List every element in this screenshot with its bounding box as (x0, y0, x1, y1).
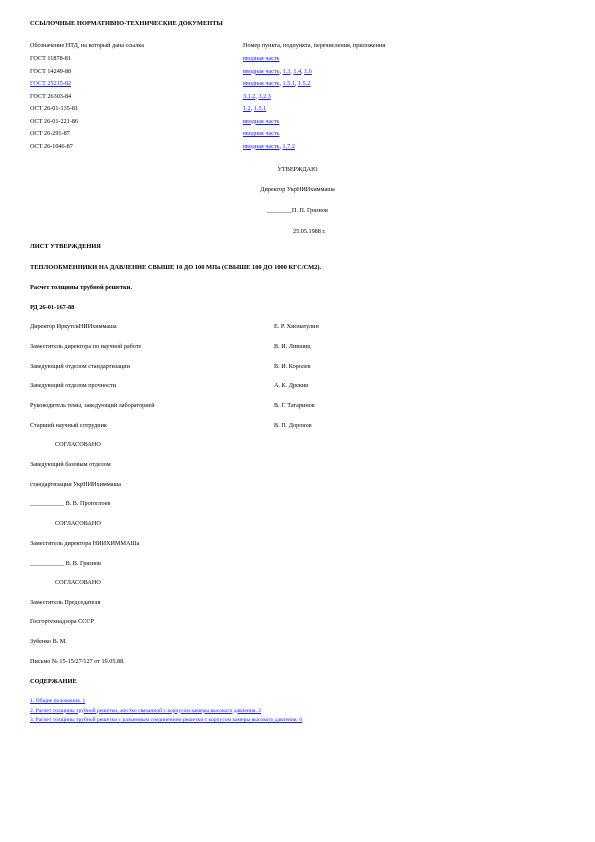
refs-part-link[interactable]: 1.5.1 (253, 105, 267, 112)
toc-link[interactable]: 1. Общие положения. 1 (30, 698, 86, 704)
refs-row (30, 55, 570, 65)
refs-parts (243, 105, 266, 113)
signature-row (30, 343, 550, 353)
agreed1-line2: стандартизации УкрНИИхиммаша (30, 481, 121, 488)
signature-name: В. П. Доронов (274, 422, 312, 429)
refs-part-link[interactable]: вводная часть (243, 117, 280, 125)
refs-part-link[interactable]: вводная часть (243, 142, 280, 150)
agreed1-line1: Заведующий базовым отделом (30, 461, 111, 468)
refs-row (30, 93, 570, 103)
refs-part-link[interactable]: вводная часть (243, 55, 280, 62)
refs-part-link[interactable]: 1.3 (282, 67, 291, 75)
refs-part-link[interactable]: 1.5.1 (282, 80, 295, 87)
refs-row (30, 80, 570, 90)
refs-parts (243, 80, 310, 88)
refs-part-link[interactable]: 3.1.2 (243, 92, 256, 100)
refs-doc: ОСТ 26-01-221-86 (30, 117, 79, 125)
refs-part-separator: , (294, 80, 299, 87)
agreed3-label: СОГЛАСОВАНО (55, 579, 101, 586)
signature-role: Заведующий отделом стандартизации (30, 362, 130, 370)
toc-link[interactable]: 2. Расчет толщины трубной решетки, жестко связанной с корпусом камеры высокого давления. 2 (30, 707, 261, 714)
signature-name: А. К. Дрекин (274, 382, 309, 390)
refs-part-link[interactable]: 1.7.2 (282, 142, 295, 150)
refs-part-separator: , (301, 67, 305, 75)
toc-link[interactable]: 3. Расчет толщины трубной решетки с разъемным соединением решетки с корпусом камеры высокого давления. 6 (30, 717, 303, 723)
refs-col2-header: Номер пункта, подпункта, перечисления, приложения (243, 42, 386, 49)
refs-part-link[interactable]: 1.4 (293, 67, 302, 75)
refs-part-separator: , (250, 105, 254, 112)
signature-role: Заместитель директора по научной работе (30, 342, 142, 350)
refs-parts (243, 55, 279, 63)
refs-header-row (30, 42, 570, 52)
refs-row (30, 143, 570, 153)
signature-role: Директор ИркутскНИИхиммаша (30, 323, 117, 330)
toc-title: СОДЕРЖАНИЕ (30, 678, 77, 685)
refs-parts (243, 68, 312, 76)
refs-part-separator: , (290, 67, 294, 75)
agreed3-letter: Письмо № 15-15/27/127 от 19.05.88. (30, 658, 125, 665)
refs-part-separator: , (255, 92, 259, 100)
signature-role: Старший научный сотрудник (30, 422, 107, 429)
refs-part-separator: , (279, 80, 283, 87)
signature-row (30, 422, 550, 432)
approve-director: Директор УкрНИИхиммаша (260, 186, 335, 193)
agreed1-sign: ___________ В. В. Прогоглоев (30, 500, 111, 507)
refs-part-separator: , (279, 67, 283, 75)
refs-col1-header: Обозначение НТД, на который дана ссылка (30, 42, 144, 49)
refs-parts (243, 93, 271, 101)
refs-part-link[interactable]: вводная часть (243, 130, 280, 137)
approve-sign: ________П. П. Грязнов (267, 207, 328, 214)
agreed3-line3: Зубенко В. М. (30, 638, 67, 645)
sheet-subject: ТЕПЛООБМЕННИКИ НА ДАВЛЕНИЕ СВЫШЕ 10 ДО 100 МПа (СВЫШЕ 100 ДО 1000 КГС/СМ2). (30, 264, 322, 271)
refs-title: ССЫЛОЧНЫЕ НОРМАТИВНО-ТЕХНИЧЕСКИЕ ДОКУМЕНТЫ (30, 20, 223, 27)
refs-part-link[interactable]: вводная часть (243, 67, 280, 75)
signature-row (30, 323, 550, 333)
refs-row (30, 130, 570, 140)
agreed2-line1: Заместитель директора НИИХИММАШа (30, 540, 140, 547)
agreed2-sign: ___________ В. В. Грязнов (30, 560, 101, 567)
approve-date: 25.05.1988 г. (293, 228, 326, 235)
signature-row (30, 382, 550, 392)
refs-doc: ОСТ 26-01-135-81 (30, 105, 79, 112)
agreed2-label: СОГЛАСОВАНО (55, 520, 101, 527)
sheet-title: ЛИСТ УТВЕРЖДЕНИЯ (30, 243, 101, 250)
refs-parts (243, 143, 295, 151)
refs-parts (243, 130, 279, 138)
signature-name: В. Г. Татаринов (274, 402, 315, 410)
agreed3-line1: Заместитель Председателя (30, 599, 101, 606)
signature-role: Руководитель темы, заведующий лабораторией (30, 402, 155, 410)
refs-part-link[interactable]: 1.6 (304, 67, 312, 75)
sheet-calc: Расчет толщины трубной решетки. (30, 284, 132, 291)
signature-row (30, 363, 550, 373)
refs-row (30, 68, 570, 78)
sheet-code: РД 26-01-167-88 (30, 304, 75, 311)
signature-role: Заведующий отделом прочности (30, 382, 117, 390)
refs-part-link[interactable]: вводная часть (243, 80, 280, 87)
refs-doc: ГОСТ 14249-80 (30, 67, 72, 75)
signature-row (30, 402, 550, 412)
refs-doc: ОСТ 26-291-87 (30, 130, 70, 137)
refs-doc: ГОСТ 26303-84 (30, 92, 72, 100)
refs-doc: ГОСТ 11878-81 (30, 55, 71, 62)
refs-row (30, 105, 570, 115)
refs-part-link[interactable]: 3.2.3 (258, 92, 271, 100)
signature-name: В. И. Королев (274, 362, 311, 370)
refs-part-separator: , (279, 142, 283, 150)
signature-name: В. И. Лившиц (274, 342, 311, 350)
refs-row (30, 118, 570, 128)
agreed1-label: СОГЛАСОВАНО (55, 441, 101, 448)
refs-parts (243, 118, 279, 126)
refs-doc: ОСТ 26-1046-87 (30, 142, 73, 150)
refs-doc[interactable]: ГОСТ 25215-82 (30, 80, 72, 87)
agreed3-line2: Госгортехнадзора СССР (30, 618, 94, 625)
refs-part-link[interactable]: 1.5.2 (298, 80, 311, 87)
approve-label: УТВЕРЖДАЮ (277, 166, 318, 173)
refs-part-link[interactable]: 1.2 (243, 105, 251, 112)
signature-name: Е. Р. Хисматулин (274, 323, 319, 330)
